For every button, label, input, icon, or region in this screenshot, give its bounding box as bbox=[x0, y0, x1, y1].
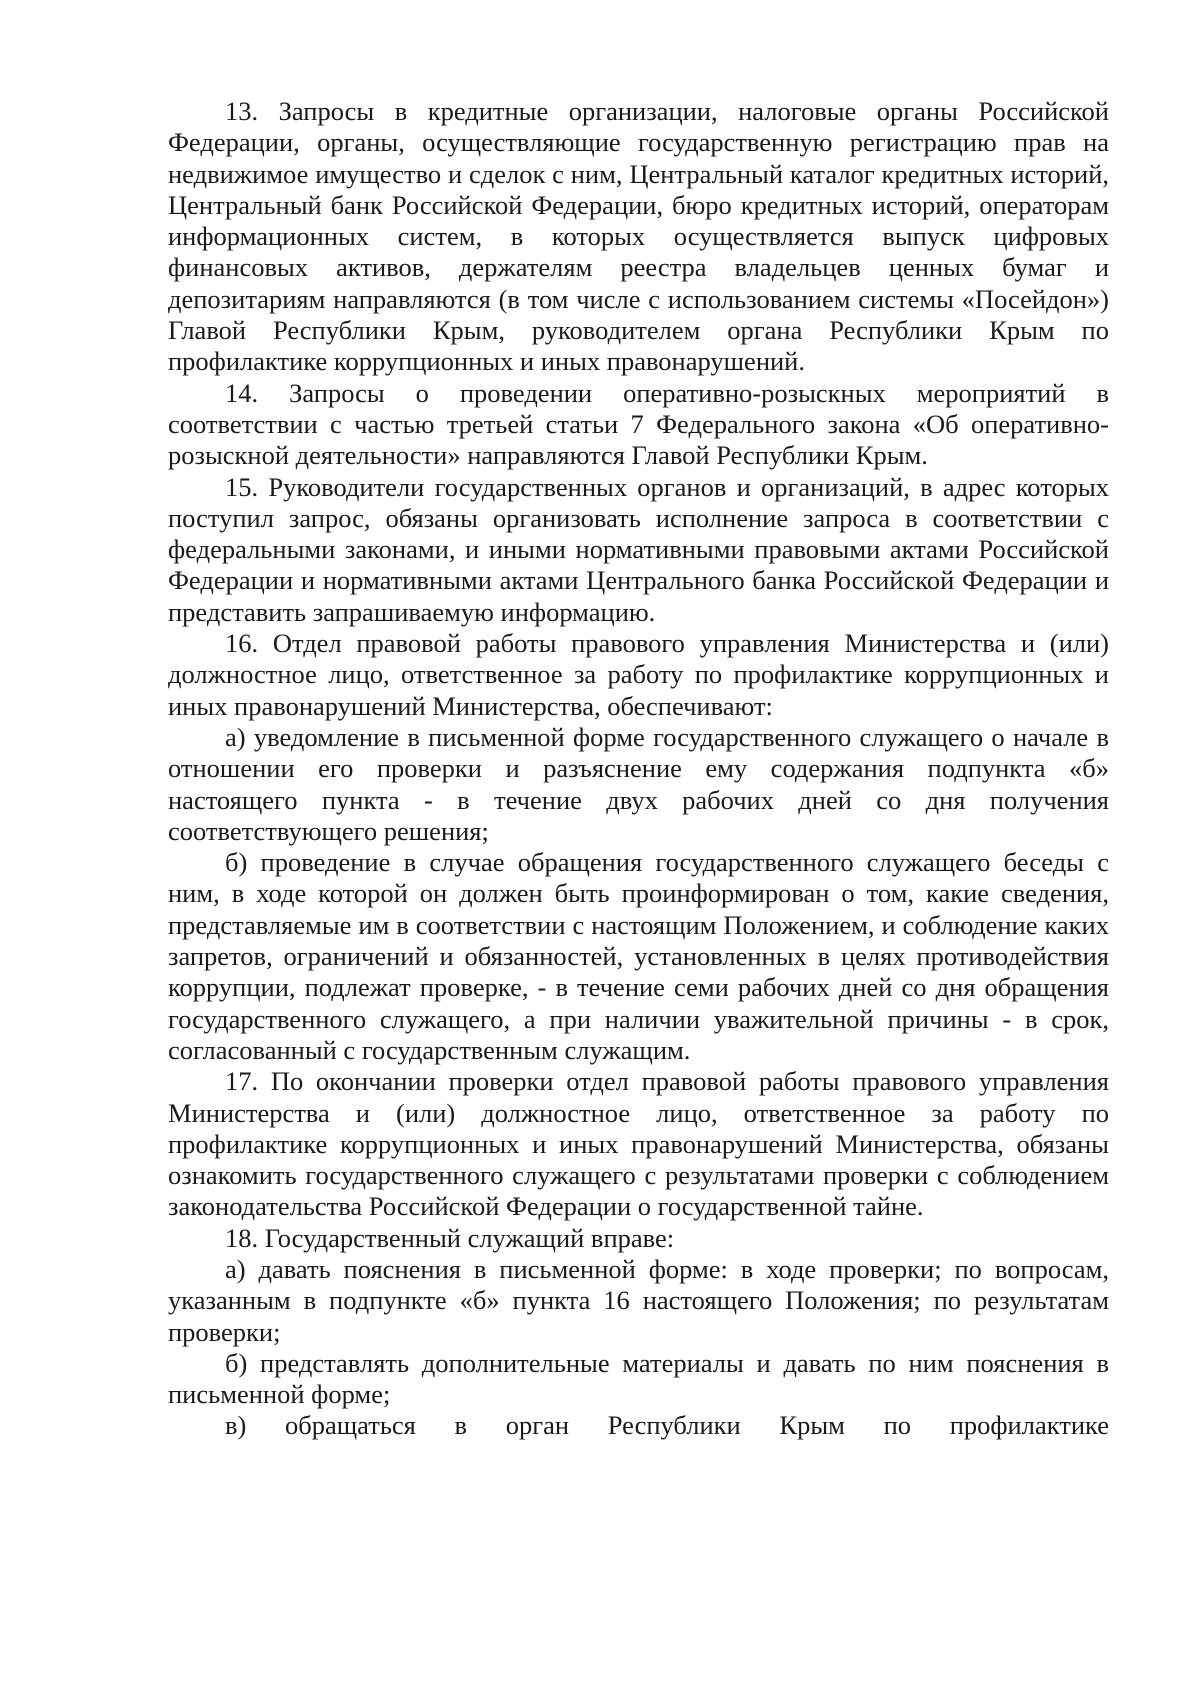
paragraph-18-v: в) обращаться в орган Республики Крым по профилактике bbox=[225, 1410, 1109, 1441]
document-page bbox=[168, 96, 1109, 1442]
paragraph-18-a: а) давать пояснения в письменной форме: в ходе проверки; по вопросам, указанным в подпункте «б» пункта 16 настоящего Положения; по результатам проверки; bbox=[168, 1253, 1109, 1347]
paragraph-18-b: б) представлять дополнительные материалы и давать по ним пояснения в письменной форме; bbox=[168, 1347, 1109, 1410]
paragraph-15: 15. Руководители государственных органов и организаций, в адрес которых поступил запрос, обязаны организовать исполнение запроса в соответствии с федеральными законами, и иными нормативными правовыми актами Российской Федерации и нормативными актами Центрального банка Российской Федерации и представить запрашиваемую информацию. bbox=[168, 471, 1109, 627]
paragraph-13: 13. Запросы в кредитные организации, налоговые органы Российской Федерации, органы, осуществляющие государственную регистрацию прав на недвижимое имущество и сделок с ним, Центральный каталог кредитных историй, Центральный банк Российской Федерации, бюро кредитных историй, операторам информационных систем, в которых осуществляется выпуск цифровых финансовых активов, держателям реестра владельцев ценных бумаг и депозитариям направляются (в том числе с использованием системы «Посейдон») Главой Республики Крым, руководителем органа Республики Крым по профилактике коррупционных и иных правонарушений. bbox=[168, 96, 1109, 377]
paragraph-18: 18. Государственный служащий вправе: bbox=[225, 1222, 675, 1253]
paragraph-16-a: а) уведомление в письменной форме государственного служащего о начале в отношении его проверки и разъяснение ему содержания подпункта «б» настоящего пункта - в течение двух рабочих дней со дня получения соответствующего решения; bbox=[168, 721, 1109, 846]
paragraph-16: 16. Отдел правовой работы правового управления Министерства и (или) должностное лицо, ответственное за работу по профилактике коррупционных и иных правонарушений Министерства, обеспечивают: bbox=[168, 628, 1109, 721]
paragraph-17: 17. По окончании проверки отдел правовой работы правового управления Министерства и (или) должностное лицо, ответственное за работу по профилактике коррупционных и иных правонарушений Министерства, обязаны ознакомить государственного служащего с результатами проверки с соблюдением законодательства Российской Федерации о государственной тайне. bbox=[168, 1066, 1109, 1222]
paragraph-16-b: б) проведение в случае обращения государственного служащего беседы с ним, в ходе которой он должен быть проинформирован о том, какие сведения, представляемые им в соответствии с настоящим Положением, и соблюдение каких запретов, ограничений и обязанностей, установленных в целях противодействия коррупции, подлежат проверке, - в течение семи рабочих дней со дня обращения государственного служащего, а при наличии уважительной причины - в срок, согласованный с государственным служащим. bbox=[168, 847, 1109, 1065]
paragraph-14: 14. Запросы о проведении оперативно-розыскных мероприятий в соответствии с частью третьей статьи 7 Федерального закона «Об оперативно-розыскной деятельности» направляются Главой Республики Крым. bbox=[168, 377, 1109, 471]
